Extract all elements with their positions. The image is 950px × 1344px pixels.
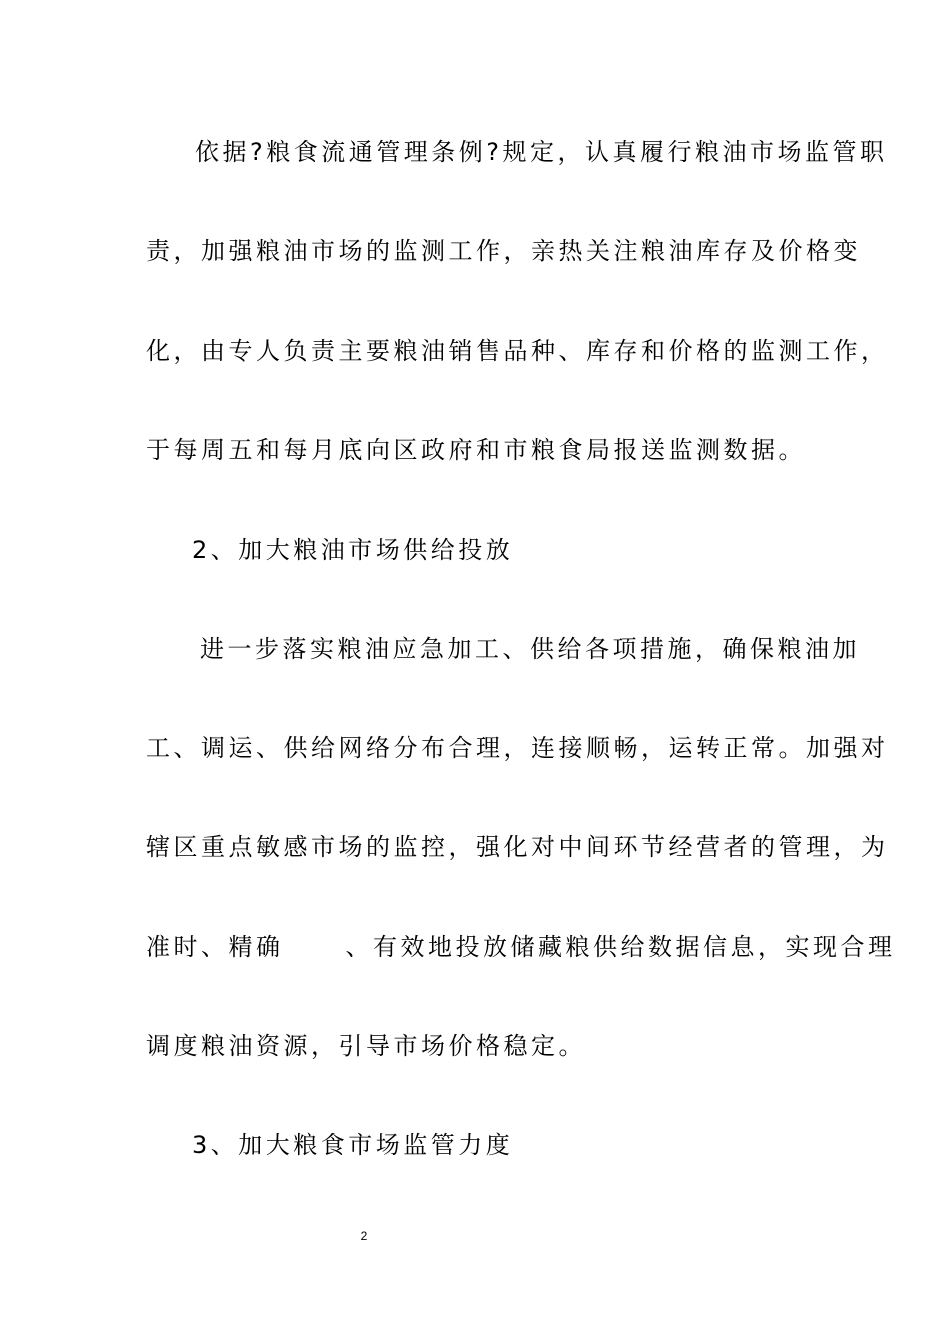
paragraph-1-line-2: 责，加强粮油市场的监测工作，亲热关注粮油库存及价格变 xyxy=(146,237,861,265)
section-heading-2: 2、加大粮油市场供给投放 xyxy=(192,536,514,564)
paragraph-1-line-3: 化，由专人负责主要粮油销售品种、库存和价格的监测工作， xyxy=(146,337,889,365)
paragraph-2-line-2: 工、调运、供给网络分布合理，连接顺畅，运转正常。加强对 xyxy=(146,734,889,762)
paragraph-1-line-1: 依据?粮食流通管理条例?规定，认真履行粮油市场监管职 xyxy=(195,138,888,166)
paragraph-2-line-1: 进一步落实粮油应急加工、供给各项措施，确保粮油加 xyxy=(200,635,860,663)
paragraph-2-line-3: 辖区重点敏感市场的监控，强化对中间环节经营者的管理，为 xyxy=(146,833,889,861)
paragraph-2-line-4 xyxy=(146,932,896,962)
section-heading-3: 3、加大粮食市场监管力度 xyxy=(192,1131,514,1159)
page-number: 2 xyxy=(360,1229,368,1243)
paragraph-2-line-4-part-1: 准时、精确 xyxy=(146,933,284,961)
paragraph-2-line-5: 调度粮油资源，引导市场价格稳定。 xyxy=(146,1032,586,1060)
paragraph-1-line-4: 于每周五和每月底向区政府和市粮食局报送监测数据。 xyxy=(146,436,806,464)
paragraph-2-line-4-part-2: 、有效地投放储藏粮供给数据信息，实现合理 xyxy=(345,933,896,961)
